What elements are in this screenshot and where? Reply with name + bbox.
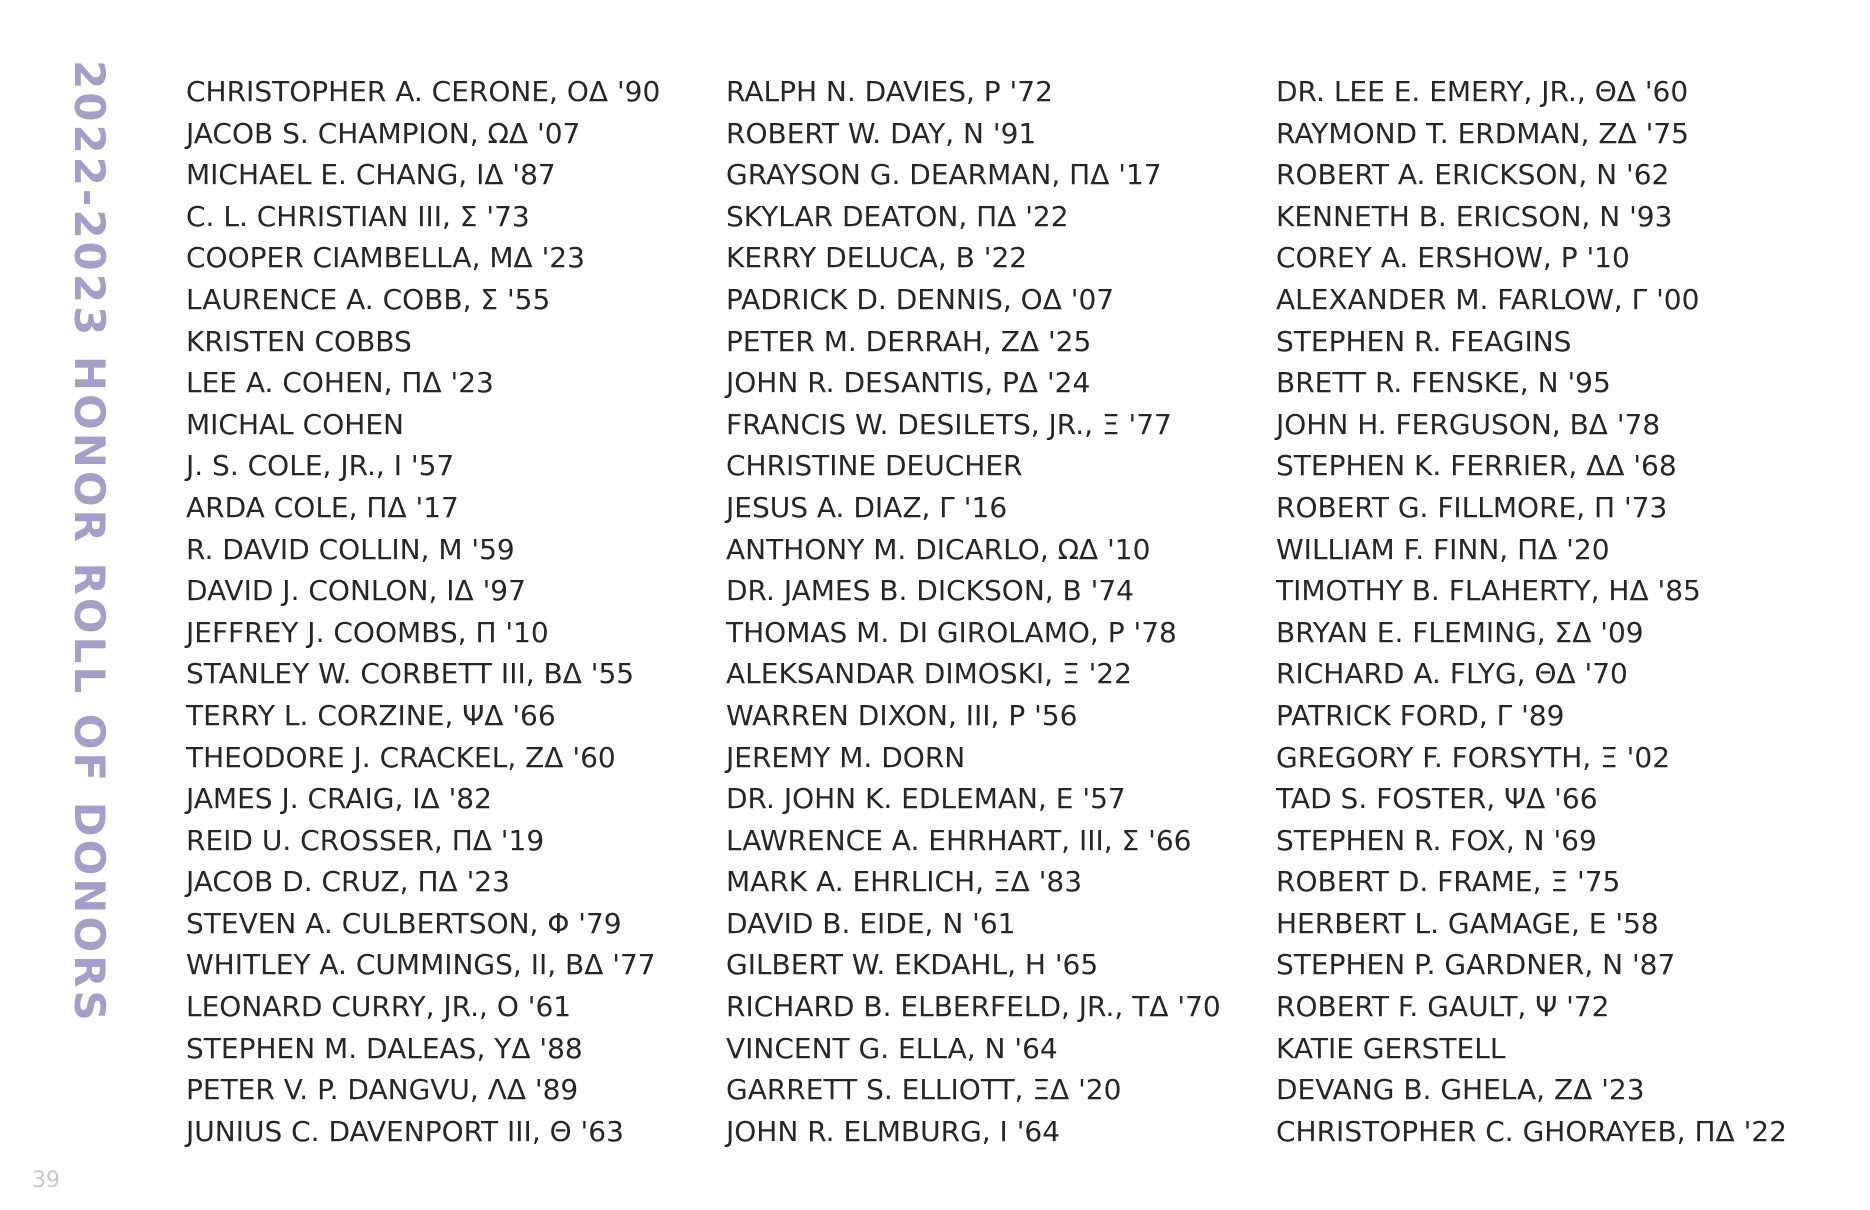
donor-name: SKYLAR DEATON, ΠΔ '22 [726, 199, 1069, 233]
donor-name: ROBERT G. FILLMORE, Π '73 [1276, 490, 1668, 524]
donor-name: KATIE GERSTELL [1276, 1031, 1506, 1065]
donor-name: RICHARD A. FLYG, ΘΔ '70 [1276, 657, 1628, 691]
donor-name: KERRY DELUCA, Β '22 [726, 241, 1028, 275]
donor-name: GARRETT S. ELLIOTT, ΞΔ '20 [726, 1073, 1122, 1107]
donor-name: BRYAN E. FLEMING, ΣΔ '09 [1276, 615, 1644, 649]
donor-name: WILLIAM F. FINN, ΠΔ '20 [1276, 532, 1610, 566]
donor-name: CHRISTOPHER A. CERONE, ΟΔ '90 [186, 75, 661, 108]
donor-name: STEPHEN M. DALEAS, ΥΔ '88 [186, 1031, 583, 1065]
donor-name: JEREMY M. DORN [726, 740, 966, 774]
donor-name: ARDA COLE, ΠΔ '17 [186, 490, 459, 524]
donor-name: DAVID B. EIDE, Ν '61 [726, 906, 1016, 940]
donor-name: THEODORE J. CRACKEL, ΖΔ '60 [186, 740, 616, 774]
donor-name: JACOB D. CRUZ, ΠΔ '23 [186, 865, 510, 899]
donor-name: JOHN H. FERGUSON, ΒΔ '78 [1276, 407, 1661, 441]
donor-name: LEONARD CURRY, JR., Ο '61 [186, 990, 572, 1024]
donor-name: CHRISTOPHER C. GHORAYEB, ΠΔ '22 [1276, 1114, 1787, 1148]
donor-name: PETER M. DERRAH, ΖΔ '25 [726, 324, 1092, 358]
page-title: 2022-2023 HONOR ROLL OF DONORS [65, 60, 114, 1024]
donor-name: WARREN DIXON, III, Ρ '56 [726, 698, 1078, 732]
donor-name: JAMES J. CRAIG, ΙΔ '82 [186, 782, 492, 816]
donor-name: DAVID J. CONLON, ΙΔ '97 [186, 574, 526, 608]
donor-name: ANTHONY M. DICARLO, ΩΔ '10 [726, 532, 1151, 566]
donor-column-3 [1276, 71, 1787, 1152]
donor-name: STEPHEN P. GARDNER, Ν '87 [1276, 948, 1676, 982]
donor-name: STEPHEN K. FERRIER, ΔΔ '68 [1276, 449, 1677, 483]
donor-name: JOHN R. ELMBURG, Ι '64 [726, 1114, 1061, 1148]
donor-name: REID U. CROSSER, ΠΔ '19 [186, 823, 545, 857]
donor-name: RALPH N. DAVIES, Ρ '72 [726, 75, 1053, 108]
donor-name: BRETT R. FENSKE, Ν '95 [1276, 366, 1611, 400]
donor-name: JOHN R. DESANTIS, ΡΔ '24 [726, 366, 1091, 400]
donor-column-1 [186, 71, 660, 1152]
donor-name: ROBERT D. FRAME, Ξ '75 [1276, 865, 1621, 899]
donor-name: RAYMOND T. ERDMAN, ΖΔ '75 [1276, 116, 1689, 150]
donor-name: LAWRENCE A. EHRHART, III, Σ '66 [726, 823, 1192, 857]
donor-name: ROBERT A. ERICKSON, Ν '62 [1276, 158, 1670, 192]
donor-name: CHRISTINE DEUCHER [726, 449, 1023, 483]
donor-name: FRANCIS W. DESILETS, JR., Ξ '77 [726, 407, 1172, 441]
donor-name: JACOB S. CHAMPION, ΩΔ '07 [186, 116, 581, 150]
donor-name: MICHAEL E. CHANG, ΙΔ '87 [186, 158, 556, 192]
donor-name: GRAYSON G. DEARMAN, ΠΔ '17 [726, 158, 1162, 192]
donor-name: R. DAVID COLLIN, Μ '59 [186, 532, 515, 566]
donor-name: COREY A. ERSHOW, Ρ '10 [1276, 241, 1630, 275]
donor-name: RICHARD B. ELBERFELD, JR., ΤΔ '70 [726, 990, 1221, 1024]
donor-name: GILBERT W. EKDAHL, Η '65 [726, 948, 1099, 982]
donor-name: JESUS A. DIAZ, Γ '16 [726, 490, 1008, 524]
donor-name: WHITLEY A. CUMMINGS, II, ΒΔ '77 [186, 948, 656, 982]
donor-name: COOPER CIAMBELLA, ΜΔ '23 [186, 241, 585, 275]
donor-name: LEE A. COHEN, ΠΔ '23 [186, 366, 494, 400]
page-number: 39 [32, 1168, 60, 1193]
donor-name: DR. LEE E. EMERY, JR., ΘΔ '60 [1276, 75, 1689, 108]
donor-name: THOMAS M. DI GIROLAMO, Ρ '78 [726, 615, 1177, 649]
donor-name: DR. JOHN K. EDLEMAN, Ε '57 [726, 782, 1126, 816]
donor-name: GREGORY F. FORSYTH, Ξ '02 [1276, 740, 1671, 774]
donor-name: PADRICK D. DENNIS, ΟΔ '07 [726, 282, 1115, 316]
donor-name: TAD S. FOSTER, ΨΔ '66 [1276, 782, 1598, 816]
donor-name: TERRY L. CORZINE, ΨΔ '66 [186, 698, 556, 732]
donor-name: ALEKSANDAR DIMOSKI, Ξ '22 [726, 657, 1132, 691]
donor-name: MARK A. EHRLICH, ΞΔ '83 [726, 865, 1083, 899]
donor-name: DEVANG B. GHELA, ΖΔ '23 [1276, 1073, 1645, 1107]
donor-name: STANLEY W. CORBETT III, ΒΔ '55 [186, 657, 635, 691]
donor-name: KRISTEN COBBS [186, 324, 412, 358]
donor-name: TIMOTHY B. FLAHERTY, ΗΔ '85 [1276, 574, 1701, 608]
donor-name: ROBERT F. GAULT, Ψ '72 [1276, 990, 1610, 1024]
donor-name: PETER V. P. DANGVU, ΛΔ '89 [186, 1073, 579, 1107]
donor-name: PATRICK FORD, Γ '89 [1276, 698, 1565, 732]
donor-name: STEVEN A. CULBERTSON, Φ '79 [186, 906, 622, 940]
donor-name: DR. JAMES B. DICKSON, Β '74 [726, 574, 1134, 608]
donor-name: C. L. CHRISTIAN III, Σ '73 [186, 199, 530, 233]
donor-name: HERBERT L. GAMAGE, Ε '58 [1276, 906, 1659, 940]
donor-name: ROBERT W. DAY, Ν '91 [726, 116, 1037, 150]
donor-name: JUNIUS C. DAVENPORT III, Θ '63 [186, 1114, 624, 1148]
donor-name: J. S. COLE, JR., Ι '57 [186, 449, 455, 483]
donor-column-2 [726, 71, 1221, 1152]
donor-name: LAURENCE A. COBB, Σ '55 [186, 282, 551, 316]
donor-name: STEPHEN R. FOX, Ν '69 [1276, 823, 1597, 857]
donor-name: STEPHEN R. FEAGINS [1276, 324, 1572, 358]
donor-name: ALEXANDER M. FARLOW, Γ '00 [1276, 282, 1700, 316]
donor-name: MICHAL COHEN [186, 407, 404, 441]
donor-name: JEFFREY J. COOMBS, Π '10 [186, 615, 549, 649]
donor-name: KENNETH B. ERICSON, Ν '93 [1276, 199, 1673, 233]
donor-name: VINCENT G. ELLA, Ν '64 [726, 1031, 1058, 1065]
